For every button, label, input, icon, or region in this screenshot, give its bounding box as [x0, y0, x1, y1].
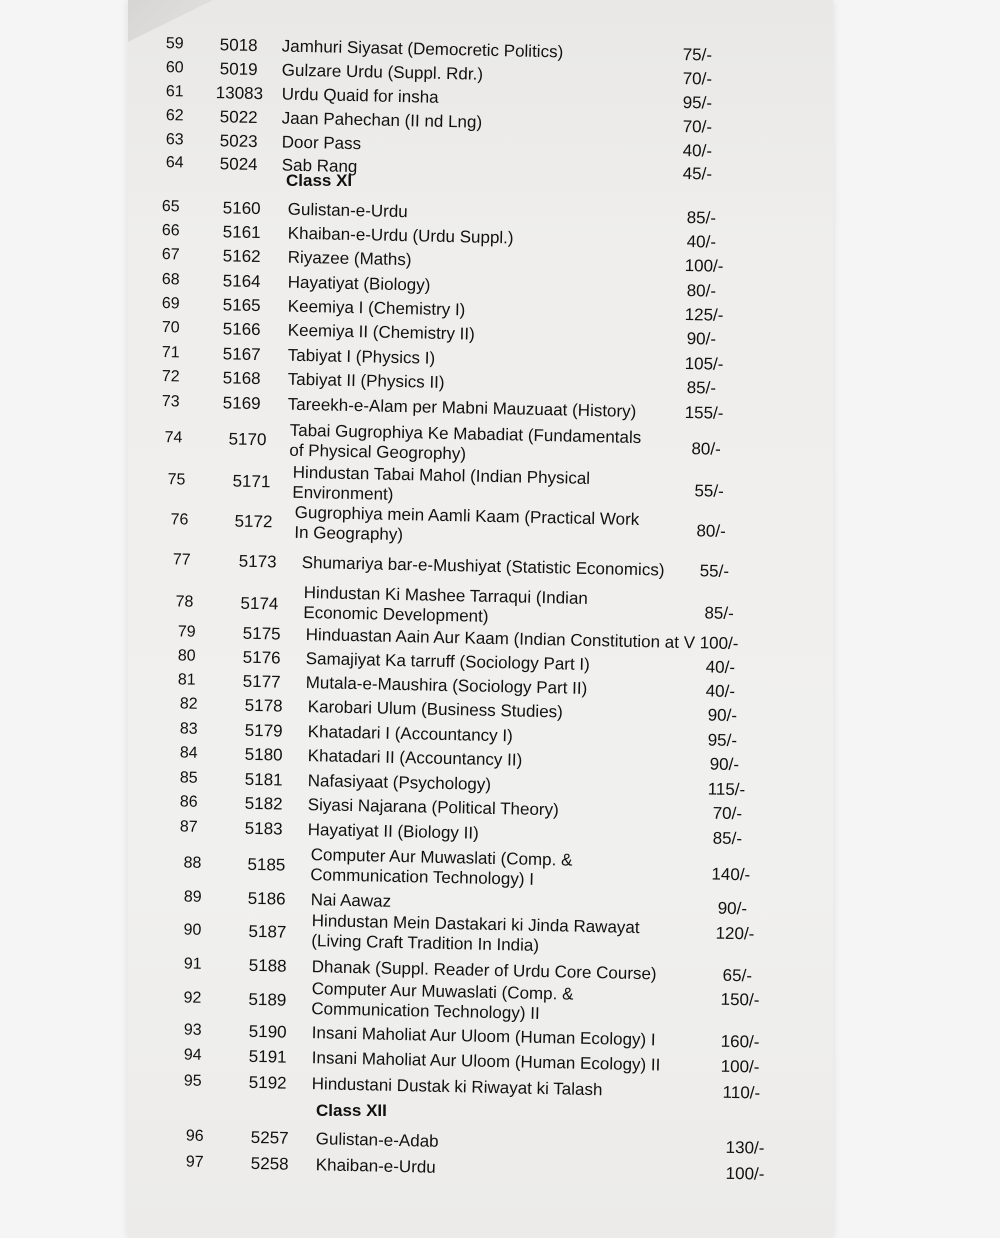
book-code: 5258: [250, 1153, 289, 1174]
serial-number: 86: [179, 793, 198, 811]
serial-number: 63: [165, 131, 184, 149]
serial-number: 85: [179, 769, 198, 787]
book-title: Khaiban-e-Urdu (Urdu Suppl.): [287, 223, 514, 248]
book-price: 90/-: [686, 329, 717, 349]
book-title: Hinduastan Aain Aur Kaam (Indian Constitution at V: [305, 625, 696, 653]
book-code: 5180: [244, 744, 283, 765]
serial-number: 69: [161, 295, 180, 313]
book-price: 55/-: [699, 561, 730, 581]
book-code: 5173: [238, 551, 277, 572]
book-code: 13083: [215, 83, 264, 104]
book-price: 80/-: [691, 439, 721, 459]
book-price: 95/-: [707, 730, 738, 751]
book-price: 85/-: [704, 603, 734, 624]
book-code: 5167: [222, 344, 261, 365]
serial-number: 77: [172, 551, 191, 569]
book-price: 100/-: [720, 1056, 760, 1077]
book-code: 5169: [222, 393, 261, 414]
serial-number: 76: [170, 511, 189, 529]
serial-number: 79: [177, 623, 196, 641]
table-row: [160, 197, 790, 228]
book-price: 155/-: [684, 402, 724, 423]
serial-number: 73: [161, 393, 180, 411]
serial-number: 93: [183, 1021, 202, 1039]
serial-number: 62: [165, 107, 184, 125]
serial-number: 64: [165, 154, 184, 172]
book-title: Jamhuri Siyasat (Democretic Politics): [281, 36, 564, 62]
book-price: 95/-: [682, 92, 713, 113]
book-code: 5024: [219, 154, 258, 175]
book-title: Khaiban-e-Urdu: [315, 1155, 436, 1177]
book-title: Computer Aur Muwaslati (Comp. & Communication Technology) I: [310, 845, 573, 889]
serial-number: 78: [175, 593, 194, 611]
book-code: 5166: [222, 319, 261, 340]
book-code: 5185: [247, 854, 286, 875]
book-price: 80/-: [686, 281, 717, 301]
class-xii-heading: Class XII: [316, 1101, 387, 1120]
book-title: Gugrophiya mein Aamli Kaam (Practical Work In Geography): [294, 502, 640, 545]
book-code: 5018: [219, 35, 258, 56]
book-title: Computer Aur Muwaslati (Comp. & Communication Technology) II: [311, 979, 574, 1023]
serial-number: 84: [179, 744, 198, 762]
book-title: Jaan Pahechan (II nd Lng): [281, 108, 483, 132]
book-code: 5161: [222, 222, 261, 243]
book-title: Sab Rang: [281, 155, 358, 177]
book-title: Hindustan Mein Dastakari ki Jinda Rawayat (Living Craft Tradition In India): [311, 911, 640, 955]
book-title: Gulzare Urdu (Suppl. Rdr.): [281, 60, 484, 84]
book-code: 5175: [242, 623, 281, 644]
book-price: 90/-: [709, 754, 740, 775]
book-code: 5181: [244, 769, 283, 790]
book-code: 5257: [250, 1127, 289, 1148]
book-code: 5019: [219, 59, 258, 80]
book-code: 5187: [248, 921, 287, 942]
book-title: Insani Maholiat Aur Uloom (Human Ecology) I: [311, 1023, 656, 1050]
book-code: 5168: [222, 368, 261, 389]
book-price: 75/-: [682, 44, 713, 65]
serial-number: 92: [183, 989, 202, 1007]
book-price: 55/-: [694, 481, 724, 501]
serial-number: 87: [179, 818, 198, 836]
table-row: [160, 580, 790, 626]
serial-number: 88: [183, 854, 202, 872]
book-title: Khatadari I (Accountancy I): [307, 722, 513, 746]
book-title: Keemiya I (Chemistry I): [287, 296, 466, 320]
serial-number: 81: [177, 671, 196, 689]
book-code: 5192: [248, 1072, 287, 1093]
book-title: Insani Maholiat Aur Uloom (Human Ecology) II: [311, 1048, 661, 1075]
book-title: Tareekh-e-Alam per Mabni Mauzuaat (History): [287, 394, 637, 421]
serial-number: 66: [161, 222, 180, 240]
book-title: Karobari Ulum (Business Studies): [307, 697, 564, 722]
book-code: 5177: [242, 671, 281, 692]
book-price: 40/-: [686, 232, 717, 252]
serial-number: 60: [165, 59, 184, 77]
book-price: 150/-: [720, 989, 760, 1010]
table-row: [160, 954, 790, 986]
book-code: 5176: [242, 647, 281, 668]
book-title: Nafasiyaat (Psychology): [307, 771, 492, 794]
book-price: 105/-: [684, 353, 724, 374]
book-code: 5182: [244, 793, 283, 814]
book-title: Door Pass: [281, 132, 362, 154]
book-title: Hayatiyat II (Biology II): [307, 820, 479, 843]
book-price: 70/-: [682, 116, 713, 137]
book-code: 5022: [219, 107, 258, 128]
book-price: 125/-: [684, 304, 724, 325]
book-title: Mutala-e-Maushira (Sociology Part II): [305, 673, 588, 698]
book-code: 5189: [248, 989, 287, 1010]
book-title: Tabiyat I (Physics I): [287, 345, 436, 368]
book-price: 110/-: [722, 1082, 761, 1103]
serial-number: 71: [161, 344, 180, 362]
serial-number: 80: [177, 647, 196, 665]
book-price: 100/-: [725, 1163, 765, 1184]
book-code: 5160: [222, 198, 261, 219]
serial-number: 67: [161, 246, 180, 264]
book-code: 5164: [222, 271, 261, 292]
book-code: 5162: [222, 246, 261, 267]
serial-number: 96: [185, 1127, 204, 1145]
book-price: 85/-: [686, 208, 717, 228]
book-title: Gulistan-e-Urdu: [287, 199, 408, 222]
book-code: 5179: [244, 720, 283, 741]
book-title: Riyazee (Maths): [287, 247, 412, 270]
book-price: 40/-: [705, 681, 736, 702]
serial-number: 68: [161, 271, 180, 289]
book-price: 130/-: [725, 1137, 765, 1158]
serial-number: 72: [161, 368, 180, 386]
book-price: 65/-: [722, 965, 753, 986]
book-code: 5190: [248, 1021, 287, 1042]
book-title: Khatadari II (Accountancy II): [307, 746, 523, 770]
book-title: Tabiyat II (Physics II): [287, 369, 445, 392]
book-code: 5165: [222, 295, 261, 316]
table-row: [160, 1126, 790, 1158]
serial-number: 70: [161, 319, 180, 337]
book-price: 40/-: [705, 657, 736, 678]
book-price: 70/-: [712, 803, 743, 824]
book-code: 5172: [234, 511, 273, 532]
serial-number: 90: [183, 921, 202, 939]
serial-number: 61: [165, 83, 184, 101]
book-code: 5023: [219, 131, 258, 152]
table-row: [160, 34, 790, 65]
book-code: 5191: [248, 1046, 287, 1067]
serial-number: 59: [165, 35, 184, 53]
book-code: 5183: [244, 818, 283, 839]
book-price: 140/-: [711, 864, 751, 885]
serial-number: 82: [179, 695, 198, 713]
book-code: 5178: [244, 695, 283, 716]
book-title: Hindustani Dustak ki Riwayat ki Talash: [311, 1074, 603, 1100]
book-title: Nai Aawaz: [310, 890, 392, 911]
serial-number: 94: [183, 1046, 202, 1064]
book-code: 5188: [248, 955, 287, 976]
book-title: Gulistan-e-Adab: [315, 1129, 439, 1151]
table-row: [160, 887, 790, 919]
book-title: Urdu Quaid for insha: [281, 84, 439, 107]
book-title: Dhanak (Suppl. Reader of Urdu Core Course): [311, 957, 657, 984]
book-title: Siyasi Najarana (Political Theory): [307, 795, 559, 820]
book-price: 85/-: [686, 378, 717, 398]
book-price: 90/-: [717, 898, 748, 919]
serial-number: 89: [183, 888, 202, 906]
book-code: 5170: [228, 429, 267, 450]
serial-number: 83: [179, 720, 198, 738]
book-code: 5186: [247, 888, 286, 909]
book-price: 90/-: [707, 705, 738, 726]
book-price: 45/-: [682, 163, 713, 184]
book-price: 160/-: [720, 1031, 760, 1052]
book-price: 70/-: [682, 68, 713, 89]
serial-number: 97: [185, 1153, 204, 1171]
serial-number: 91: [183, 955, 202, 973]
book-price: 120/-: [715, 923, 755, 944]
book-code: 5174: [240, 593, 279, 614]
table-row: [160, 550, 790, 581]
serial-number: 75: [167, 471, 186, 489]
book-title: Shumariya bar-e-Mushiyat (Statistic Economics): [301, 552, 665, 580]
book-price: 100/-: [699, 633, 739, 654]
book-title: Samajiyat Ka tarruff (Sociology Part I): [305, 649, 590, 675]
serial-number: 65: [161, 198, 180, 216]
class-xi-heading: Class XI: [286, 171, 353, 190]
book-title: Tabai Gugrophiya Ke Mabadiat (Fundamentals of Physical Geogrophy): [289, 420, 642, 464]
book-price: 40/-: [682, 140, 713, 161]
book-price: 100/-: [684, 255, 724, 276]
book-price: 85/-: [712, 828, 743, 849]
book-title: Hindustan Tabai Mahol (Indian Physical Environment): [292, 462, 591, 504]
book-price: 80/-: [696, 521, 726, 541]
book-code: 5171: [232, 471, 271, 492]
book-price: 115/-: [707, 779, 746, 800]
serial-number: 95: [183, 1072, 202, 1090]
book-title: Hayatiyat (Biology): [287, 272, 431, 295]
book-title: Hindustan Ki Mashee Tarraqui (Indian Economic Development): [303, 583, 589, 626]
serial-number: 74: [164, 429, 183, 447]
book-title: Keemiya II (Chemistry II): [287, 320, 475, 344]
